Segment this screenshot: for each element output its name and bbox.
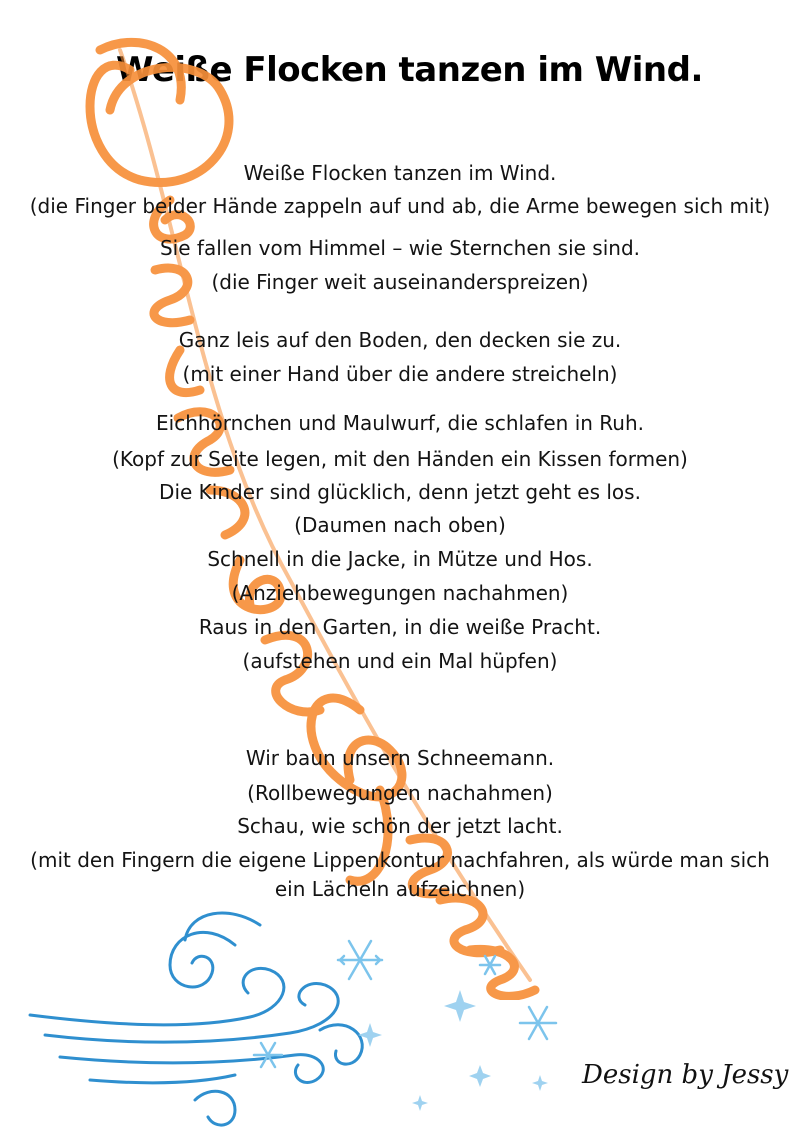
poem-line: Ganz leis auf den Boden, den decken sie zu.	[178, 328, 622, 352]
poem-line: Wir baun unsern Schneemann.	[245, 746, 555, 770]
poem-line: (die Finger beider Hände zappeln auf und ab, die Arme bewegen sich mit)	[29, 194, 771, 218]
poem-line: (Daumen nach oben)	[294, 513, 506, 537]
poem-line: Weiße Flocken tanzen im Wind.	[243, 161, 557, 185]
poem-line: (Anziehbewegungen nachahmen)	[231, 581, 569, 605]
snowflake-icon	[254, 941, 556, 1067]
poem-line: (die Finger weit auseinanderspreizen)	[211, 270, 589, 294]
wind-snowflake-illustration	[20, 905, 580, 1130]
poem-line: Sie fallen vom Himmel – wie Sternchen sie sind.	[159, 236, 641, 260]
poem-line: (mit einer Hand über die andere streicheln)	[182, 362, 618, 386]
poem-line: (aufstehen und ein Mal hüpfen)	[242, 649, 558, 673]
poem-title: Weiße Flocken tanzen im Wind.	[116, 50, 703, 90]
poem-line: ein Lächeln aufzeichnen)	[274, 877, 526, 901]
wind-swirl-icon	[30, 913, 362, 1125]
poem-line: Schau, wie schön der jetzt lacht.	[237, 814, 563, 838]
poem-line: Schnell in die Jacke, in Mütze und Hos.	[207, 547, 593, 571]
poem-line: Die Kinder sind glücklich, denn jetzt geht es los.	[159, 480, 641, 504]
signature: Design by Jessy	[582, 1060, 789, 1090]
poem-line: (Kopf zur Seite legen, mit den Händen ein Kissen formen)	[112, 447, 688, 471]
poem-line: Eichhörnchen und Maulwurf, die schlafen in Ruh.	[156, 411, 644, 435]
sparkle-icon	[358, 990, 548, 1111]
poem-line: (mit den Fingern die eigene Lippenkontur nachfahren, als würde man sich	[30, 848, 770, 872]
poem-line: Raus in den Garten, in die weiße Pracht.	[198, 615, 602, 639]
poem-line: (Rollbewegungen nachahmen)	[247, 781, 553, 805]
